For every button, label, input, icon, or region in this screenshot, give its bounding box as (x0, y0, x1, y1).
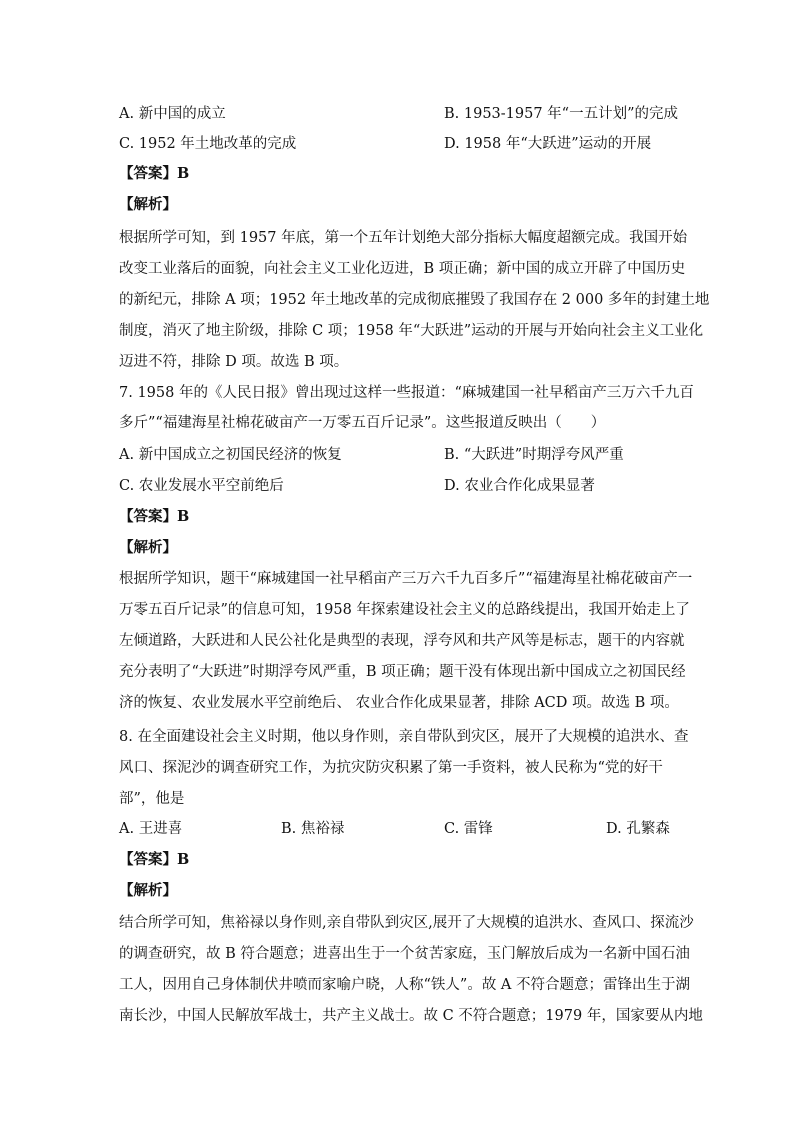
q6-analysis-line: 制度，消灭了地主阶级，排除 C 项；1958 年“大跃进”运动的开展与开始向社会主义工业化 (119, 323, 704, 339)
q8-option-a: A. 王进喜 (119, 821, 183, 837)
q8-analysis-line: 的调查研究，故 B 符合题意；进喜出生于一个贫苦家庭，玉门解放后成为一名新中国石油 (119, 946, 690, 962)
q6-option-a: A. 新中国的成立 (119, 106, 226, 122)
q7-stem-line: 7. 1958 年的《人民日报》曾出现过这样一些报道：“麻城建国一社早稻亩产三万六千九百 (119, 385, 694, 401)
q6-answer-label: 【答案】B (119, 165, 190, 182)
q7-analysis-line: 充分表明了“大跃进”时期浮夸风严重，B 项正确；题干没有体现出新中国成立之初国民经 (119, 664, 686, 680)
q7-option-d: D. 农业合作化成果显著 (444, 478, 595, 494)
q8-stem-line: 部”，他是 (119, 791, 185, 807)
q8-analysis-line: 工人，因用自己身体制伏井喷而家喻户晓，人称“铁人”。故 A 不符合题意；雷锋出生于湖 (119, 977, 691, 993)
q7-analysis-line: 万零五百斤记录”的信息可知，1958 年探索建设社会主义的总路线提出，我国开始走上了 (119, 602, 690, 618)
q7-option-b: B. “大跃进”时期浮夸风严重 (444, 447, 624, 463)
q8-analysis-label: 【解析】 (119, 882, 177, 899)
q6-analysis-line: 改变工业落后的面貌，向社会主义工业化迈进，B 项正确；新中国的成立开辟了中国历史 (119, 261, 686, 277)
q7-option-c: C. 农业发展水平空前绝后 (119, 478, 284, 494)
q8-option-b: B. 焦裕禄 (281, 821, 345, 837)
q6-option-d: D. 1958 年“大跃进”运动的开展 (444, 136, 652, 152)
q8-analysis-line: 结合所学可知，焦裕禄以身作则,亲自带队到灾区,展开了大规模的追洪水、查风口、探流沙 (119, 915, 694, 931)
q6-option-c: C. 1952 年土地改革的完成 (119, 136, 297, 152)
q7-answer-label: 【答案】B (119, 508, 190, 525)
q6-analysis-line: 根据所学可知，到 1957 年底，第一个五年计划绝大部分指标大幅度超额完成。我国开始 (119, 230, 688, 246)
q7-analysis-line: 根据所学知识，题干“麻城建国一社早稻亩产三万六千九百多斤”“福建海星社棉花破亩产一 (119, 571, 693, 587)
q7-option-a: A. 新中国成立之初国民经济的恢复 (119, 447, 342, 463)
q6-analysis-line: 的新纪元，排除 A 项；1952 年土地改革的完成彻底摧毁了我国存在 2 000 多年的封建土地 (119, 292, 710, 308)
q8-option-c: C. 雷锋 (444, 821, 493, 837)
q8-stem-line: 风口、探泥沙的调查研究工作，为抗灾防灾积累了第一手资料，被人民称为“党的好干 (119, 760, 663, 776)
q7-analysis-line: 左倾道路，大跃进和人民公社化是典型的表现，浮夸风和共产风等是标志，题干的内容就 (119, 633, 685, 649)
q6-analysis-label: 【解析】 (119, 196, 177, 213)
q6-option-b: B. 1953-1957 年“一五计划”的完成 (444, 106, 679, 122)
q7-analysis-line: 济的恢复、农业发展水平空前绝后、 农业合作化成果显著，排除 ACD 项。故选 B 项。 (119, 695, 679, 711)
q8-option-d: D. 孔繁森 (606, 821, 670, 837)
q8-answer-label: 【答案】B (119, 851, 190, 868)
q7-analysis-label: 【解析】 (119, 539, 177, 556)
q7-stem-line: 多斤”“福建海星社棉花破亩产一万零五百斤记录”。这些报道反映出（ ） (119, 415, 606, 431)
q8-analysis-line: 南长沙，中国人民解放军战士，共产主义战士。故 C 不符合题意；1979 年，国家要从内地 (119, 1008, 703, 1024)
q6-analysis-line: 迈进不符，排除 D 项。故选 B 项。 (119, 354, 349, 370)
q8-stem-line: 8. 在全面建设社会主义时期，他以身作则，亲自带队到灾区，展开了大规模的追洪水、查 (119, 729, 689, 745)
